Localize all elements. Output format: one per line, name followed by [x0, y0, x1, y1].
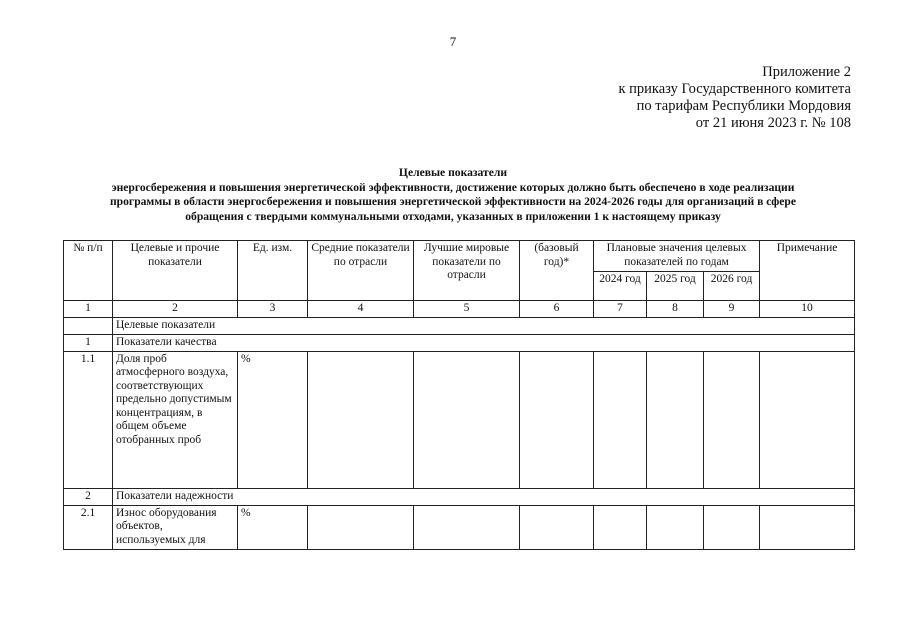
- header-num: № п/п: [64, 241, 113, 301]
- header-best: Лучшие мировые показатели по отрасли: [414, 241, 520, 301]
- header-indicator: Целевые и прочие показатели: [113, 241, 238, 301]
- heading-line: программы в области энергосбережения и повышения энергетической эффективности на 2024-2026 годы для организаций в сфере: [110, 195, 796, 208]
- header-planned: Плановые значения целевых показателей по годам: [594, 241, 760, 272]
- section-num: 2: [64, 488, 113, 505]
- column-numbers-row: [64, 301, 855, 318]
- row-num: 1.1: [64, 351, 113, 488]
- empty-cell: [647, 505, 704, 549]
- row-unit: %: [238, 505, 308, 549]
- empty-cell: [594, 505, 647, 549]
- header-avg: Средние показатели по отрасли: [308, 241, 414, 301]
- header-year: 2026 год: [704, 272, 760, 301]
- group-title: Целевые показатели: [113, 317, 855, 334]
- section-title: Показатели надежности: [113, 488, 855, 505]
- indicators-table: [63, 240, 855, 550]
- column-number: 5: [414, 301, 520, 318]
- header-base-year: (базовый год)*: [520, 241, 594, 301]
- column-number: 10: [760, 301, 855, 318]
- row-num: 2.1: [64, 505, 113, 549]
- row-unit: %: [238, 351, 308, 488]
- empty-cell: [760, 351, 855, 488]
- empty-cell: [308, 505, 414, 549]
- row-indicator-cell: [113, 505, 238, 549]
- empty-cell: [647, 351, 704, 488]
- section-row: [64, 488, 855, 505]
- group-num-cell: [64, 317, 113, 334]
- empty-cell: [308, 351, 414, 488]
- empty-cell: [760, 505, 855, 549]
- header-row: [64, 241, 855, 272]
- header-year: 2025 год: [647, 272, 704, 301]
- document-heading: [40, 166, 866, 224]
- table-row: [64, 505, 855, 549]
- heading-title: Целевые показатели: [398, 166, 508, 179]
- appendix-line: от 21 июня 2023 г. № 108: [695, 115, 851, 131]
- section-row: [64, 334, 855, 351]
- column-number: 7: [594, 301, 647, 318]
- column-number: 9: [704, 301, 760, 318]
- appendix-line: по тарифам Республики Мордовия: [636, 98, 851, 114]
- column-number: 6: [520, 301, 594, 318]
- heading-line: обращения с твердыми коммунальными отходами, указанных в приложении 1 к настоящему приказу: [185, 209, 721, 223]
- section-title: Показатели качества: [113, 334, 855, 351]
- column-number: 3: [238, 301, 308, 318]
- empty-cell: [414, 351, 520, 488]
- empty-cell: [520, 351, 594, 488]
- empty-cell: [520, 505, 594, 549]
- header-note: Примечание: [760, 241, 855, 301]
- appendix-line: Приложение 2: [762, 64, 851, 80]
- header-year: 2024 год: [594, 272, 647, 301]
- row-indicator: Износ оборудования объектов, используемых для: [116, 506, 217, 546]
- appendix-note: [618, 64, 851, 132]
- column-number: 8: [647, 301, 704, 318]
- appendix-line: к приказу Государственного комитета: [618, 81, 851, 97]
- empty-cell: [704, 505, 760, 549]
- column-number: 1: [64, 301, 113, 318]
- empty-cell: [704, 351, 760, 488]
- group-row: [64, 317, 855, 334]
- column-number: 2: [113, 301, 238, 318]
- section-num: 1: [64, 334, 113, 351]
- column-number: 4: [308, 301, 414, 318]
- row-indicator: Доля проб атмосферного воздуха, соответствующих предельно допустимым концентрациям, в общем объеме отобранных проб: [113, 351, 238, 488]
- empty-cell: [594, 351, 647, 488]
- header-unit: Ед. изм.: [238, 241, 308, 301]
- table-row: [64, 351, 855, 488]
- empty-cell: [414, 505, 520, 549]
- heading-line: энергосбережения и повышения энергетической эффективности, достижение которых должно быть обеспечено в ходе реализации: [111, 180, 795, 194]
- page-number: 7: [449, 34, 457, 49]
